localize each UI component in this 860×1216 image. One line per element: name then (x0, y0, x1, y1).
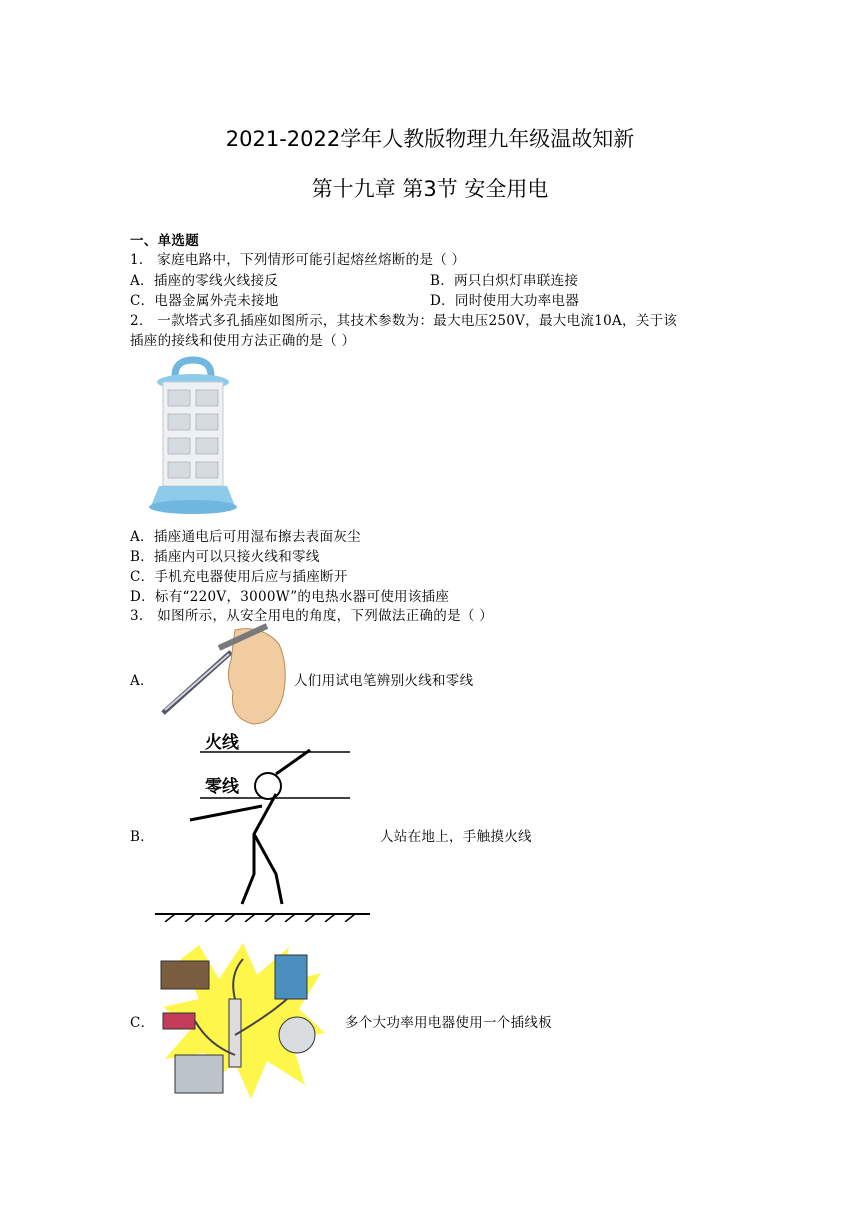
section-heading: 一、单选题 (130, 233, 199, 249)
q3-stem: 3． 如图所示，从安全用电的角度，下列做法正确的是（ ） (130, 608, 494, 624)
q1-option-b[interactable]: B．两只白炽灯串联连接 (430, 273, 579, 289)
q3-option-c-text: 多个大功率用电器使用一个插线板 (345, 1015, 552, 1031)
q2-option-d[interactable]: D．标有“220V，3000W”的电热水器可使用该插座 (130, 589, 450, 605)
q2-stem-line2: 插座的接线和使用方法正确的是（ ） (130, 333, 356, 349)
neutral-wire-label: 零线 (205, 777, 239, 797)
q1-option-a[interactable]: A．插座的零线火线接反 (130, 273, 279, 289)
tower-socket-image (145, 356, 241, 516)
q3-option-b-label[interactable]: B． (130, 829, 155, 845)
q1-stem: 1． 家庭电路中，下列情形可能引起熔丝熔断的是（ ） (130, 252, 466, 268)
q3-option-a-text: 人们用试电笔辨别火线和零线 (294, 673, 474, 689)
q1-option-d[interactable]: D．同时使用大功率电器 (430, 293, 580, 309)
q3-option-c-label[interactable]: C． (130, 1015, 155, 1031)
q2-option-b[interactable]: B．插座内可以只接火线和零线 (130, 549, 320, 565)
q3-option-b-text: 人站在地上，手触摸火线 (380, 829, 532, 845)
q2-stem-line1: 2． 一款塔式多孔插座如图所示，其技术参数为：最大电压250V，最大电流10A，关于该 (130, 313, 678, 329)
q3-option-a-label[interactable]: A． (130, 673, 154, 689)
live-wire-label: 火线 (205, 733, 239, 753)
page-title: 2021-2022学年人教版物理九年级温故知新 (225, 127, 635, 151)
overloaded-power-strip-image (159, 935, 329, 1103)
page-subtitle: 第十九章 第3节 安全用电 (311, 177, 549, 201)
q1-option-c[interactable]: C．电器金属外壳未接地 (130, 293, 279, 309)
live-wire-diagram (150, 724, 375, 922)
q2-option-c[interactable]: C．手机充电器使用后应与插座断开 (130, 569, 348, 585)
test-pen-hand-image (157, 620, 292, 730)
q2-option-a[interactable]: A．插座通电后可用湿布擦去表面灰尘 (130, 529, 361, 545)
